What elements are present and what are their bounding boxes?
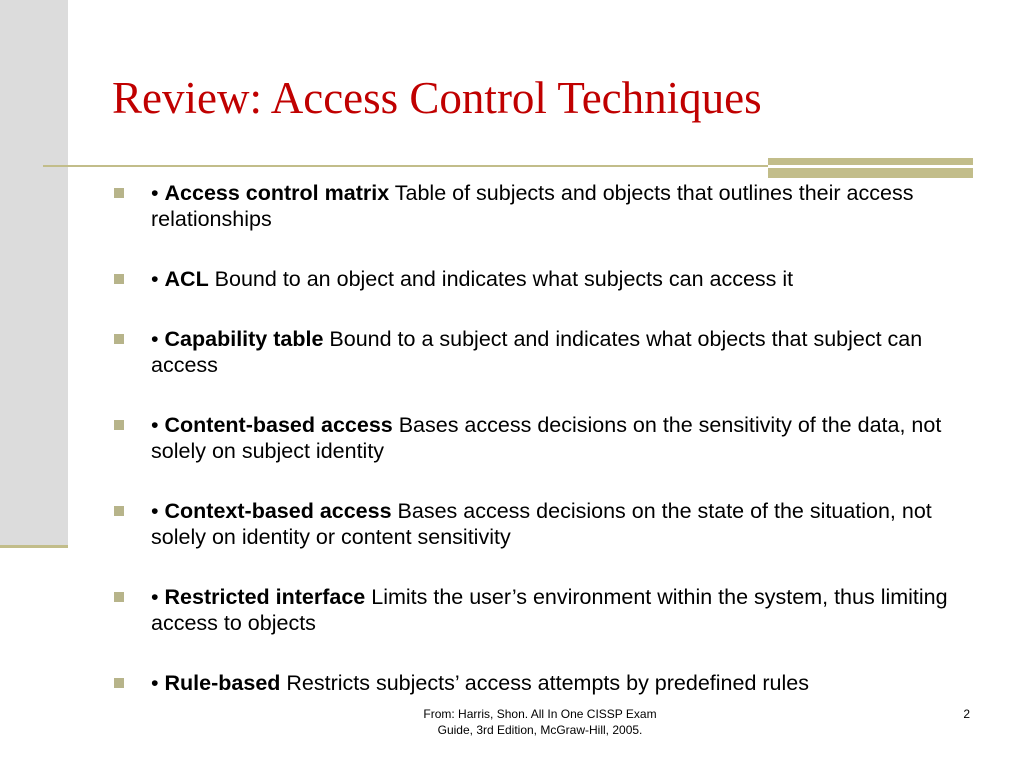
square-bullet-icon (114, 506, 124, 516)
slide-title: Review: Access Control Techniques (112, 73, 762, 123)
bullet-prefix: • (151, 327, 165, 351)
bullet-prefix: • (151, 181, 165, 205)
bullet-text: Bases access decisions on the state of the situation, not solely on identity or content sensitivity (151, 499, 932, 549)
bullet-prefix: • (151, 671, 165, 695)
bullet-text: Bound to a subject and indicates what objects that subject can access (151, 327, 923, 377)
left-decorative-panel (0, 0, 68, 545)
bullet-text: Limits the user’s environment within the system, thus limiting access to objects (151, 585, 948, 635)
square-bullet-icon (114, 592, 124, 602)
bullet-term: Content-based access (164, 413, 393, 437)
bullet-list (112, 180, 962, 696)
square-bullet-icon (114, 420, 124, 430)
square-bullet-icon (114, 334, 124, 344)
bullet-item-content-based-access (112, 412, 962, 464)
page-number: 2 (963, 707, 970, 721)
footer-source-citation (340, 706, 740, 738)
bullet-prefix: • (151, 585, 165, 609)
bullet-item-context-based-access (112, 498, 962, 550)
bullet-term: Rule-based (164, 671, 281, 695)
bullet-prefix: • (151, 267, 165, 291)
bullet-term: Capability table (164, 327, 324, 351)
bullet-text: Table of subjects and objects that outlines their access relationships (151, 181, 914, 231)
square-bullet-icon (114, 274, 124, 284)
bullet-text: Bound to an object and indicates what subjects can access it (208, 267, 794, 291)
square-bullet-icon (114, 678, 124, 688)
footer-source-line-1: From: Harris, Shon. All In One CISSP Exam (423, 707, 657, 721)
bullet-item-access-control-matrix (112, 180, 962, 232)
bullet-term: Context-based access (164, 499, 392, 523)
bullet-prefix: • (151, 499, 165, 523)
square-bullet-icon (114, 188, 124, 198)
bullet-text: Bases access decisions on the sensitivity of the data, not solely on subject identity (151, 413, 942, 463)
left-panel-underline (0, 545, 68, 548)
title-divider-accent (768, 158, 973, 178)
footer-source-line-2: Guide, 3rd Edition, McGraw-Hill, 2005. (437, 723, 643, 737)
bullet-term: Restricted interface (164, 585, 366, 609)
bullet-term: Access control matrix (164, 181, 390, 205)
bullet-text: Restricts subjects’ access attempts by predefined rules (280, 671, 809, 695)
bullet-item-rule-based (112, 670, 962, 696)
bullet-item-capability-table (112, 326, 962, 378)
bullet-item-restricted-interface (112, 584, 962, 636)
bullet-item-acl (112, 266, 962, 292)
bullet-term: ACL (164, 267, 209, 291)
bullet-prefix: • (151, 413, 165, 437)
